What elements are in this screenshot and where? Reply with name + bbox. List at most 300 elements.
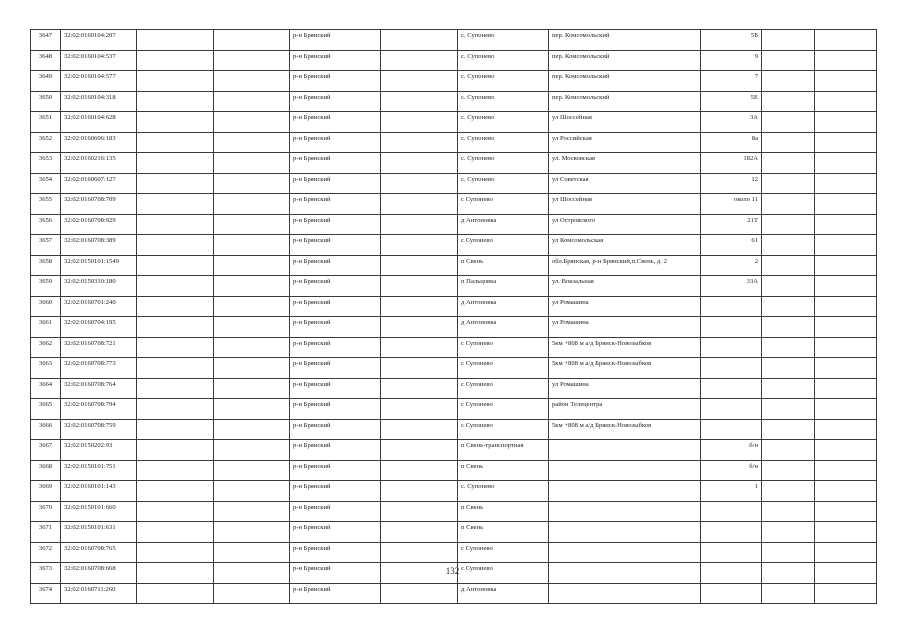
row-number-cell: 3661: [31, 317, 61, 338]
empty-cell: [137, 194, 214, 215]
district-cell: р-н Брянский: [290, 214, 381, 235]
street-cell: пер. Комсомольский: [549, 50, 701, 71]
table-row: [31, 501, 877, 522]
row-number-cell: 3651: [31, 112, 61, 133]
empty-cell: [137, 522, 214, 543]
cadastral-number-cell: 32:02:0160606:183: [61, 132, 137, 153]
row-number-cell: 3670: [31, 501, 61, 522]
empty-cell: [137, 378, 214, 399]
row-number-cell: 3650: [31, 91, 61, 112]
district-cell: р-н Брянский: [290, 30, 381, 51]
empty-cell: [214, 440, 290, 461]
locality-cell: с. Супонево: [458, 71, 549, 92]
empty-cell: [815, 296, 877, 317]
empty-cell: [762, 276, 815, 297]
house-number-cell: [701, 296, 762, 317]
empty-cell: [214, 337, 290, 358]
empty-cell: [214, 30, 290, 51]
empty-cell: [137, 399, 214, 420]
empty-cell: [815, 235, 877, 256]
empty-cell: [137, 173, 214, 194]
table-row: [31, 91, 877, 112]
empty-cell: [137, 501, 214, 522]
row-number-cell: 3660: [31, 296, 61, 317]
house-number-cell: 61: [701, 235, 762, 256]
district-cell: р-н Брянский: [290, 153, 381, 174]
table-row: [31, 153, 877, 174]
cadastral-number-cell: 32:02:0160708:765: [61, 542, 137, 563]
row-number-cell: 3673: [31, 563, 61, 584]
empty-cell: [137, 255, 214, 276]
street-cell: район Телецентра: [549, 399, 701, 420]
empty-cell: [815, 214, 877, 235]
empty-cell: [815, 337, 877, 358]
locality-cell: с. Супонево: [458, 481, 549, 502]
property-register-table: [30, 29, 877, 604]
house-number-cell: 12: [701, 173, 762, 194]
house-number-cell: [701, 522, 762, 543]
empty-cell: [381, 30, 458, 51]
locality-cell: с. Супонево: [458, 132, 549, 153]
table-row: [31, 542, 877, 563]
empty-cell: [137, 50, 214, 71]
empty-cell: [815, 255, 877, 276]
district-cell: р-н Брянский: [290, 337, 381, 358]
table-row: [31, 460, 877, 481]
street-cell: пер. Комсомольский: [549, 71, 701, 92]
empty-cell: [815, 173, 877, 194]
empty-cell: [381, 481, 458, 502]
empty-cell: [815, 419, 877, 440]
empty-cell: [381, 91, 458, 112]
locality-cell: с Супонево: [458, 378, 549, 399]
house-number-cell: 5Е: [701, 91, 762, 112]
empty-cell: [815, 378, 877, 399]
row-number-cell: 3668: [31, 460, 61, 481]
table-row: [31, 71, 877, 92]
empty-cell: [815, 317, 877, 338]
street-cell: обл.Брянская, р-н Брянский,п.Свень, д. 2: [549, 255, 701, 276]
house-number-cell: 1: [701, 481, 762, 502]
house-number-cell: 5Б: [701, 30, 762, 51]
house-number-cell: [701, 317, 762, 338]
locality-cell: д Антоновка: [458, 317, 549, 338]
house-number-cell: 9: [701, 50, 762, 71]
empty-cell: [815, 440, 877, 461]
table-row: [31, 296, 877, 317]
table-row: [31, 194, 877, 215]
district-cell: р-н Брянский: [290, 296, 381, 317]
locality-cell: с. Супонево: [458, 173, 549, 194]
empty-cell: [762, 583, 815, 604]
empty-cell: [762, 30, 815, 51]
district-cell: р-н Брянский: [290, 255, 381, 276]
empty-cell: [214, 460, 290, 481]
house-number-cell: 2: [701, 255, 762, 276]
row-number-cell: 3654: [31, 173, 61, 194]
table-body: [31, 30, 877, 604]
house-number-cell: [701, 378, 762, 399]
row-number-cell: 3663: [31, 358, 61, 379]
locality-cell: п Свень: [458, 460, 549, 481]
table-row: [31, 337, 877, 358]
district-cell: р-н Брянский: [290, 194, 381, 215]
table-row: [31, 583, 877, 604]
street-cell: ул Комсомольская: [549, 235, 701, 256]
locality-cell: с. Супонево: [458, 30, 549, 51]
cadastral-number-cell: 32:02:0160104:577: [61, 71, 137, 92]
empty-cell: [214, 173, 290, 194]
street-cell: ул Российская: [549, 132, 701, 153]
empty-cell: [214, 153, 290, 174]
locality-cell: с. Супонево: [458, 50, 549, 71]
empty-cell: [137, 317, 214, 338]
empty-cell: [381, 50, 458, 71]
district-cell: р-н Брянский: [290, 71, 381, 92]
empty-cell: [214, 399, 290, 420]
empty-cell: [381, 276, 458, 297]
empty-cell: [815, 194, 877, 215]
locality-cell: с Супонево: [458, 194, 549, 215]
empty-cell: [381, 337, 458, 358]
empty-cell: [381, 501, 458, 522]
district-cell: р-н Брянский: [290, 235, 381, 256]
street-cell: 5км +808 м а/д Брянск-Новозыбков: [549, 358, 701, 379]
street-cell: [549, 583, 701, 604]
table-row: [31, 173, 877, 194]
street-cell: [549, 460, 701, 481]
cadastral-number-cell: 32:02:0160708:389: [61, 235, 137, 256]
row-number-cell: 3672: [31, 542, 61, 563]
district-cell: р-н Брянский: [290, 501, 381, 522]
cadastral-number-cell: 32:02:0160708:794: [61, 399, 137, 420]
locality-cell: п Свень: [458, 501, 549, 522]
row-number-cell: 3662: [31, 337, 61, 358]
empty-cell: [815, 542, 877, 563]
empty-cell: [762, 378, 815, 399]
empty-cell: [214, 501, 290, 522]
row-number-cell: 3657: [31, 235, 61, 256]
street-cell: 5км +808 м а/д Брянск-Новозыбков: [549, 337, 701, 358]
cadastral-number-cell: 32:02:0160711:260: [61, 583, 137, 604]
empty-cell: [762, 132, 815, 153]
district-cell: р-н Брянский: [290, 132, 381, 153]
street-cell: ул Ромашина: [549, 317, 701, 338]
empty-cell: [815, 522, 877, 543]
empty-cell: [762, 481, 815, 502]
empty-cell: [381, 235, 458, 256]
house-number-cell: [701, 358, 762, 379]
table-row: [31, 317, 877, 338]
table-row: [31, 399, 877, 420]
district-cell: р-н Брянский: [290, 481, 381, 502]
empty-cell: [762, 522, 815, 543]
cadastral-number-cell: 32:02:0160708:759: [61, 419, 137, 440]
cadastral-number-cell: 32:02:0160101:143: [61, 481, 137, 502]
empty-cell: [137, 71, 214, 92]
empty-cell: [137, 337, 214, 358]
empty-cell: [137, 460, 214, 481]
empty-cell: [214, 419, 290, 440]
locality-cell: с Супонево: [458, 542, 549, 563]
empty-cell: [762, 173, 815, 194]
cadastral-number-cell: 32:02:0160216:135: [61, 153, 137, 174]
cadastral-number-cell: 32:02:0160708:929: [61, 214, 137, 235]
cadastral-number-cell: 32:02:0150202:93: [61, 440, 137, 461]
empty-cell: [381, 296, 458, 317]
empty-cell: [762, 91, 815, 112]
district-cell: р-н Брянский: [290, 460, 381, 481]
cadastral-number-cell: 32:02:0160708:668: [61, 563, 137, 584]
table-row: [31, 30, 877, 51]
empty-cell: [137, 419, 214, 440]
house-number-cell: [701, 583, 762, 604]
district-cell: р-н Брянский: [290, 542, 381, 563]
cadastral-number-cell: 32:02:0150101:631: [61, 522, 137, 543]
table-row: [31, 235, 877, 256]
table-row: [31, 276, 877, 297]
empty-cell: [214, 71, 290, 92]
street-cell: 5км +808 м а/д Брянск-Новозыбков: [549, 419, 701, 440]
house-number-cell: 3А: [701, 112, 762, 133]
house-number-cell: б/н: [701, 460, 762, 481]
empty-cell: [214, 194, 290, 215]
empty-cell: [815, 112, 877, 133]
empty-cell: [762, 235, 815, 256]
row-number-cell: 3656: [31, 214, 61, 235]
district-cell: р-н Брянский: [290, 399, 381, 420]
empty-cell: [762, 419, 815, 440]
house-number-cell: около 11: [701, 194, 762, 215]
locality-cell: с. Супонево: [458, 91, 549, 112]
street-cell: ул Островского: [549, 214, 701, 235]
empty-cell: [137, 132, 214, 153]
cadastral-number-cell: 32:02:0160607:127: [61, 173, 137, 194]
house-number-cell: б/н: [701, 440, 762, 461]
cadastral-number-cell: 32:02:0160708:764: [61, 378, 137, 399]
locality-cell: д Антоновка: [458, 214, 549, 235]
district-cell: р-н Брянский: [290, 358, 381, 379]
district-cell: р-н Брянский: [290, 112, 381, 133]
cadastral-number-cell: 32:02:0150101:1549: [61, 255, 137, 276]
empty-cell: [815, 583, 877, 604]
house-number-cell: 182А: [701, 153, 762, 174]
table-row: [31, 255, 877, 276]
empty-cell: [381, 583, 458, 604]
empty-cell: [815, 132, 877, 153]
row-number-cell: 3649: [31, 71, 61, 92]
street-cell: [549, 542, 701, 563]
empty-cell: [381, 214, 458, 235]
empty-cell: [137, 296, 214, 317]
page-number: 132: [445, 566, 460, 576]
empty-cell: [762, 194, 815, 215]
row-number-cell: 3674: [31, 583, 61, 604]
row-number-cell: 3669: [31, 481, 61, 502]
empty-cell: [214, 132, 290, 153]
empty-cell: [815, 50, 877, 71]
empty-cell: [214, 542, 290, 563]
house-number-cell: [701, 501, 762, 522]
street-cell: [549, 440, 701, 461]
cadastral-number-cell: 32:02:0160104:628: [61, 112, 137, 133]
table-row: [31, 214, 877, 235]
table-row: [31, 50, 877, 71]
empty-cell: [214, 522, 290, 543]
empty-cell: [381, 440, 458, 461]
row-number-cell: 3666: [31, 419, 61, 440]
locality-cell: д Антоновка: [458, 296, 549, 317]
house-number-cell: 21Т: [701, 214, 762, 235]
table-row: [31, 358, 877, 379]
empty-cell: [214, 317, 290, 338]
table-row: [31, 112, 877, 133]
street-cell: [549, 481, 701, 502]
empty-cell: [815, 276, 877, 297]
empty-cell: [214, 112, 290, 133]
empty-cell: [137, 542, 214, 563]
empty-cell: [381, 358, 458, 379]
cadastral-number-cell: 32:02:0160704:195: [61, 317, 137, 338]
row-number-cell: 3655: [31, 194, 61, 215]
cadastral-number-cell: 32:02:0160708:721: [61, 337, 137, 358]
empty-cell: [214, 276, 290, 297]
empty-cell: [762, 542, 815, 563]
empty-cell: [815, 358, 877, 379]
empty-cell: [137, 481, 214, 502]
empty-cell: [137, 214, 214, 235]
cadastral-number-cell: 32:02:0150101:660: [61, 501, 137, 522]
empty-cell: [815, 481, 877, 502]
empty-cell: [214, 358, 290, 379]
empty-cell: [214, 50, 290, 71]
empty-cell: [762, 501, 815, 522]
row-number-cell: 3671: [31, 522, 61, 543]
table-row: [31, 522, 877, 543]
empty-cell: [762, 50, 815, 71]
street-cell: ул. Вокзальная: [549, 276, 701, 297]
empty-cell: [214, 255, 290, 276]
row-number-cell: 3647: [31, 30, 61, 51]
empty-cell: [214, 235, 290, 256]
street-cell: пер. Комсомольский: [549, 30, 701, 51]
street-cell: ул. Московская: [549, 153, 701, 174]
district-cell: р-н Брянский: [290, 173, 381, 194]
cadastral-number-cell: 32:02:0150101:751: [61, 460, 137, 481]
house-number-cell: [701, 399, 762, 420]
empty-cell: [815, 91, 877, 112]
empty-cell: [381, 173, 458, 194]
table-row: [31, 132, 877, 153]
empty-cell: [381, 153, 458, 174]
house-number-cell: 7: [701, 71, 762, 92]
empty-cell: [762, 255, 815, 276]
district-cell: р-н Брянский: [290, 419, 381, 440]
table-row: [31, 481, 877, 502]
empty-cell: [137, 112, 214, 133]
empty-cell: [137, 276, 214, 297]
empty-cell: [762, 296, 815, 317]
row-number-cell: 3653: [31, 153, 61, 174]
empty-cell: [214, 91, 290, 112]
street-cell: ул Советская: [549, 173, 701, 194]
row-number-cell: 3664: [31, 378, 61, 399]
district-cell: р-н Брянский: [290, 563, 381, 584]
locality-cell: д Антоновка: [458, 583, 549, 604]
table-row: [31, 378, 877, 399]
empty-cell: [214, 378, 290, 399]
locality-cell: с Супонево: [458, 337, 549, 358]
district-cell: р-н Брянский: [290, 440, 381, 461]
empty-cell: [762, 358, 815, 379]
empty-cell: [762, 399, 815, 420]
street-cell: ул Ромашина: [549, 296, 701, 317]
empty-cell: [137, 235, 214, 256]
empty-cell: [762, 112, 815, 133]
district-cell: р-н Брянский: [290, 276, 381, 297]
empty-cell: [381, 194, 458, 215]
cadastral-number-cell: 32:02:0160104:318: [61, 91, 137, 112]
cadastral-number-cell: 32:02:0160701:240: [61, 296, 137, 317]
street-cell: [549, 522, 701, 543]
locality-cell: с Супонево: [458, 358, 549, 379]
cadastral-number-cell: 32:02:0160708:709: [61, 194, 137, 215]
house-number-cell: 33А: [701, 276, 762, 297]
street-cell: ул Шоссейная: [549, 194, 701, 215]
row-number-cell: 3665: [31, 399, 61, 420]
empty-cell: [381, 255, 458, 276]
empty-cell: [214, 481, 290, 502]
empty-cell: [381, 317, 458, 338]
row-number-cell: 3658: [31, 255, 61, 276]
row-number-cell: 3648: [31, 50, 61, 71]
locality-cell: с. Супонево: [458, 112, 549, 133]
locality-cell: с. Супонево: [458, 153, 549, 174]
empty-cell: [762, 337, 815, 358]
empty-cell: [214, 583, 290, 604]
empty-cell: [381, 522, 458, 543]
empty-cell: [815, 153, 877, 174]
house-number-cell: 8а: [701, 132, 762, 153]
empty-cell: [762, 317, 815, 338]
empty-cell: [381, 419, 458, 440]
locality-cell: с Супонево: [458, 419, 549, 440]
district-cell: р-н Брянский: [290, 317, 381, 338]
row-number-cell: 3659: [31, 276, 61, 297]
district-cell: р-н Брянский: [290, 378, 381, 399]
locality-cell: п Свень: [458, 522, 549, 543]
empty-cell: [815, 71, 877, 92]
empty-cell: [214, 296, 290, 317]
house-number-cell: [701, 542, 762, 563]
locality-cell: с Супонево: [458, 563, 549, 584]
district-cell: р-н Брянский: [290, 91, 381, 112]
empty-cell: [762, 214, 815, 235]
street-cell: ул Ромашина: [549, 378, 701, 399]
empty-cell: [815, 399, 877, 420]
empty-cell: [381, 460, 458, 481]
empty-cell: [381, 112, 458, 133]
district-cell: р-н Брянский: [290, 522, 381, 543]
locality-cell: п Свень: [458, 255, 549, 276]
empty-cell: [815, 501, 877, 522]
street-cell: [549, 501, 701, 522]
cadastral-number-cell: 32:02:0150310:180: [61, 276, 137, 297]
empty-cell: [381, 71, 458, 92]
locality-cell: с Супонево: [458, 235, 549, 256]
empty-cell: [762, 71, 815, 92]
row-number-cell: 3667: [31, 440, 61, 461]
